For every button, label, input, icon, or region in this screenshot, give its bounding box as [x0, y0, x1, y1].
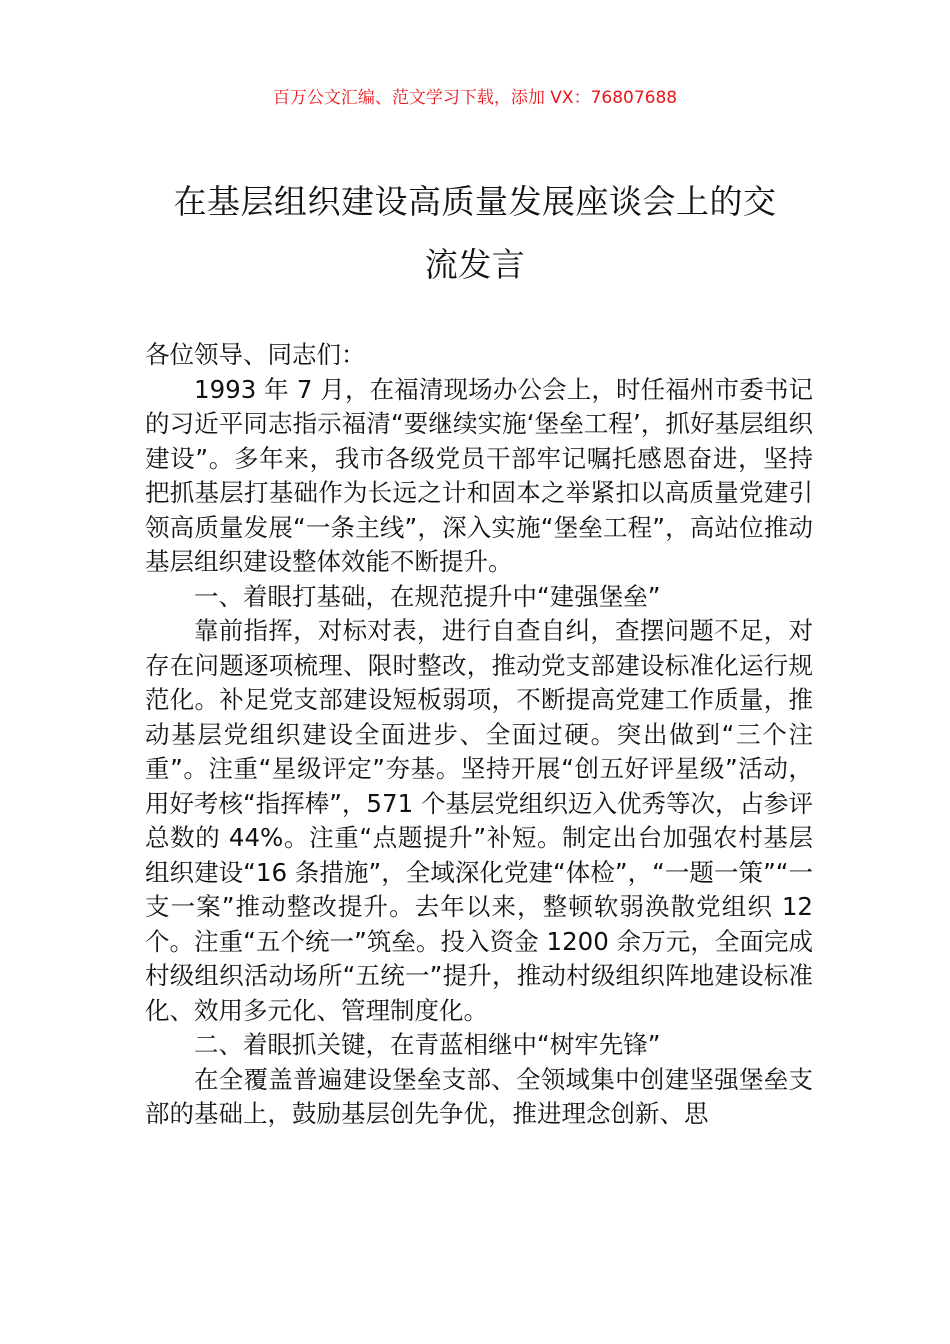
section-heading-1: 一、着眼打基础，在规范提升中“建强堡垒” — [194, 581, 661, 611]
watermark-banner: 百万公文汇编、范文学习下载，添加 VX：76807688 — [272, 88, 678, 108]
paragraph-section-2: 在全覆盖普遍建设堡垒支部、全领域集中创建坚强堡垒支部的基础上，鼓励基层创先争优，推进理念创新、思 — [145, 1064, 813, 1128]
section-heading-2: 二、着眼抓关键，在青蓝相继中“树牢先锋” — [194, 1030, 661, 1059]
salutation: 各位领导、同志们： — [145, 340, 366, 369]
title-line-2: 流发言 — [424, 245, 526, 284]
document-title — [140, 170, 810, 296]
title-line-1: 在基层组织建设高质量发展座谈会上的交 — [173, 182, 777, 221]
paragraph-intro: 1993 年 7 月，在福清现场办公会上，时任福州市委书记的习近平同志指示福清“要继续实施‘堡垒工程’，抓好基层组织建设”。多年来，我市各级党员干部牢记嘱托感恩奋进，坚持把抓基层打基础作为长远之计和固本之举紧扣以高质量党建引领高质量发展“一条主线”，深入实施“堡垒工程”，高站位推动基层组织建设整体效能不断提升。 — [145, 374, 813, 576]
paragraph-section-1: 靠前指挥，对标对表，进行自查自纠，查摆问题不足，对存在问题逐项梳理、限时整改，推动党支部建设标准化运行规范化。补足党支部建设短板弱项，不断提高党建工作质量，推动基层党组织建设全面进步、全面过硬。突出做到“三个注重”。注重“星级评定”夯基。坚持开展“创五好评星级”活动，用好考核“指挥棒”，571 个基层党组织迈入优秀等次，占参评总数的 44%。注重“点题提升”补短。制定出台加强农村基层组织建设“16 条措施”，全域深化党建“体检”，“一题一策”“一支一案”推动整改提升。去年以来，整顿软弱涣散党组织 12 个。注重“五个统一”筑垒。投入资金 1200 余万元，全面完成村级组织活动场所“五统一”提升，推动村级组织阵地建设标准化、效用多元化、管理制度化。 — [145, 616, 813, 1025]
document-body — [145, 338, 813, 1132]
